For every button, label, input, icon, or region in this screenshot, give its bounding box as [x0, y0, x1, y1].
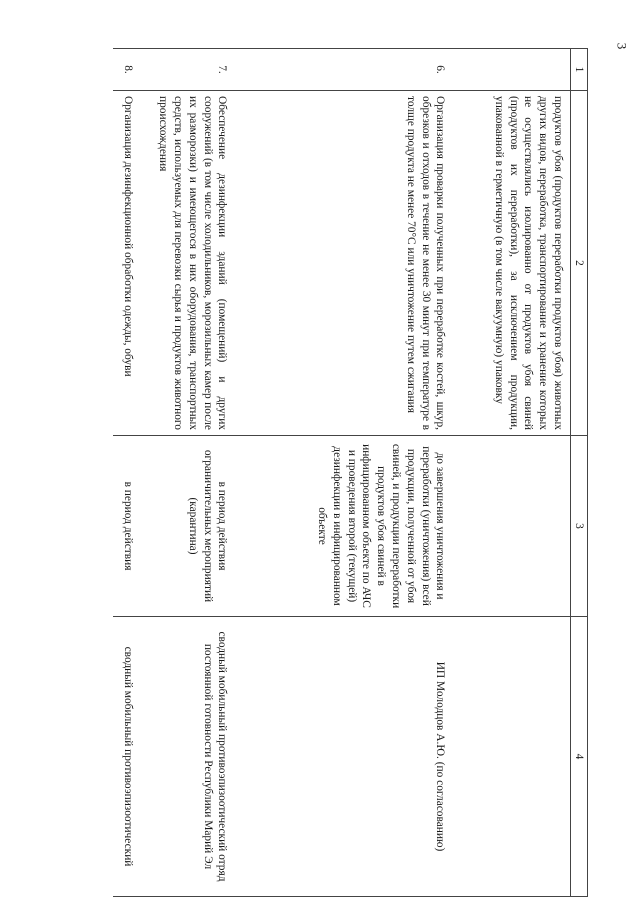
- table-row: [235, 49, 453, 897]
- deadline-text: до завершения уничтожения и переработки (уничтожения) всей продукции, полученной от убоя свиней, и продукции переработки продуктов убоя свиней в инфицированном объекте по АЧС и проведения второй (текущей) дезинфекции в инфицированном объекте: [235, 436, 453, 617]
- measure-text: Организация дезинфекционной обработки одежды, обуви: [113, 91, 141, 436]
- header-col-3: 3: [571, 436, 588, 617]
- header-col-4: 4: [571, 617, 588, 897]
- measures-table: [113, 48, 588, 897]
- executor-text: сводный мобильный противоэпизоотический: [113, 617, 141, 897]
- deadline-text: в период действия: [113, 436, 141, 617]
- table-row: [453, 49, 571, 897]
- rotated-table-container: [118, 48, 588, 896]
- measure-text: Организация проварки полученных при переработке костей, шкур, обрезков и отходов в течение не менее 30 минут при температуре в толще продукта не менее 70°С или уничтожение путем сжигания: [235, 91, 453, 436]
- executor-text: [453, 617, 571, 897]
- table-row: [141, 49, 235, 897]
- measure-text: Обеспечение дезинфекции зданий (помещений) и других сооружений (в том числе холодильников, морозильных камер после их разморозки) и имеющегося в них оборудования, транспортных средств, используемых для перевозки сырья и продуктов животного происхождения: [141, 91, 235, 436]
- table-row: [113, 49, 141, 897]
- deadline-text: в период действия ограничительных мероприятий (карантина): [141, 436, 235, 617]
- measure-text: продуктов убоя (продуктов переработки продуктов убоя) животных других видов, переработка, транспортирование и хранение которых не осуществлялись изолированно от продуктов убоя свиней (продуктов их переработки), за исключением продукции, упакованной в герметичную (в том числе вакуумную) упаковку: [453, 91, 571, 436]
- header-col-1: 1: [571, 49, 588, 91]
- table-header-row: [571, 49, 588, 897]
- page-number: 3: [614, 42, 630, 50]
- row-number: [453, 49, 571, 91]
- row-number: 6.: [235, 49, 453, 91]
- executor-text: сводный мобильный противоэпизоотический отряд постоянной готовности Республики Марий Эл: [141, 617, 235, 897]
- row-number: 8.: [113, 49, 141, 91]
- deadline-text: [453, 436, 571, 617]
- header-col-2: 2: [571, 91, 588, 436]
- executor-text: ИП Молодцов А.Ю. (по согласованию): [235, 617, 453, 897]
- row-number: 7.: [141, 49, 235, 91]
